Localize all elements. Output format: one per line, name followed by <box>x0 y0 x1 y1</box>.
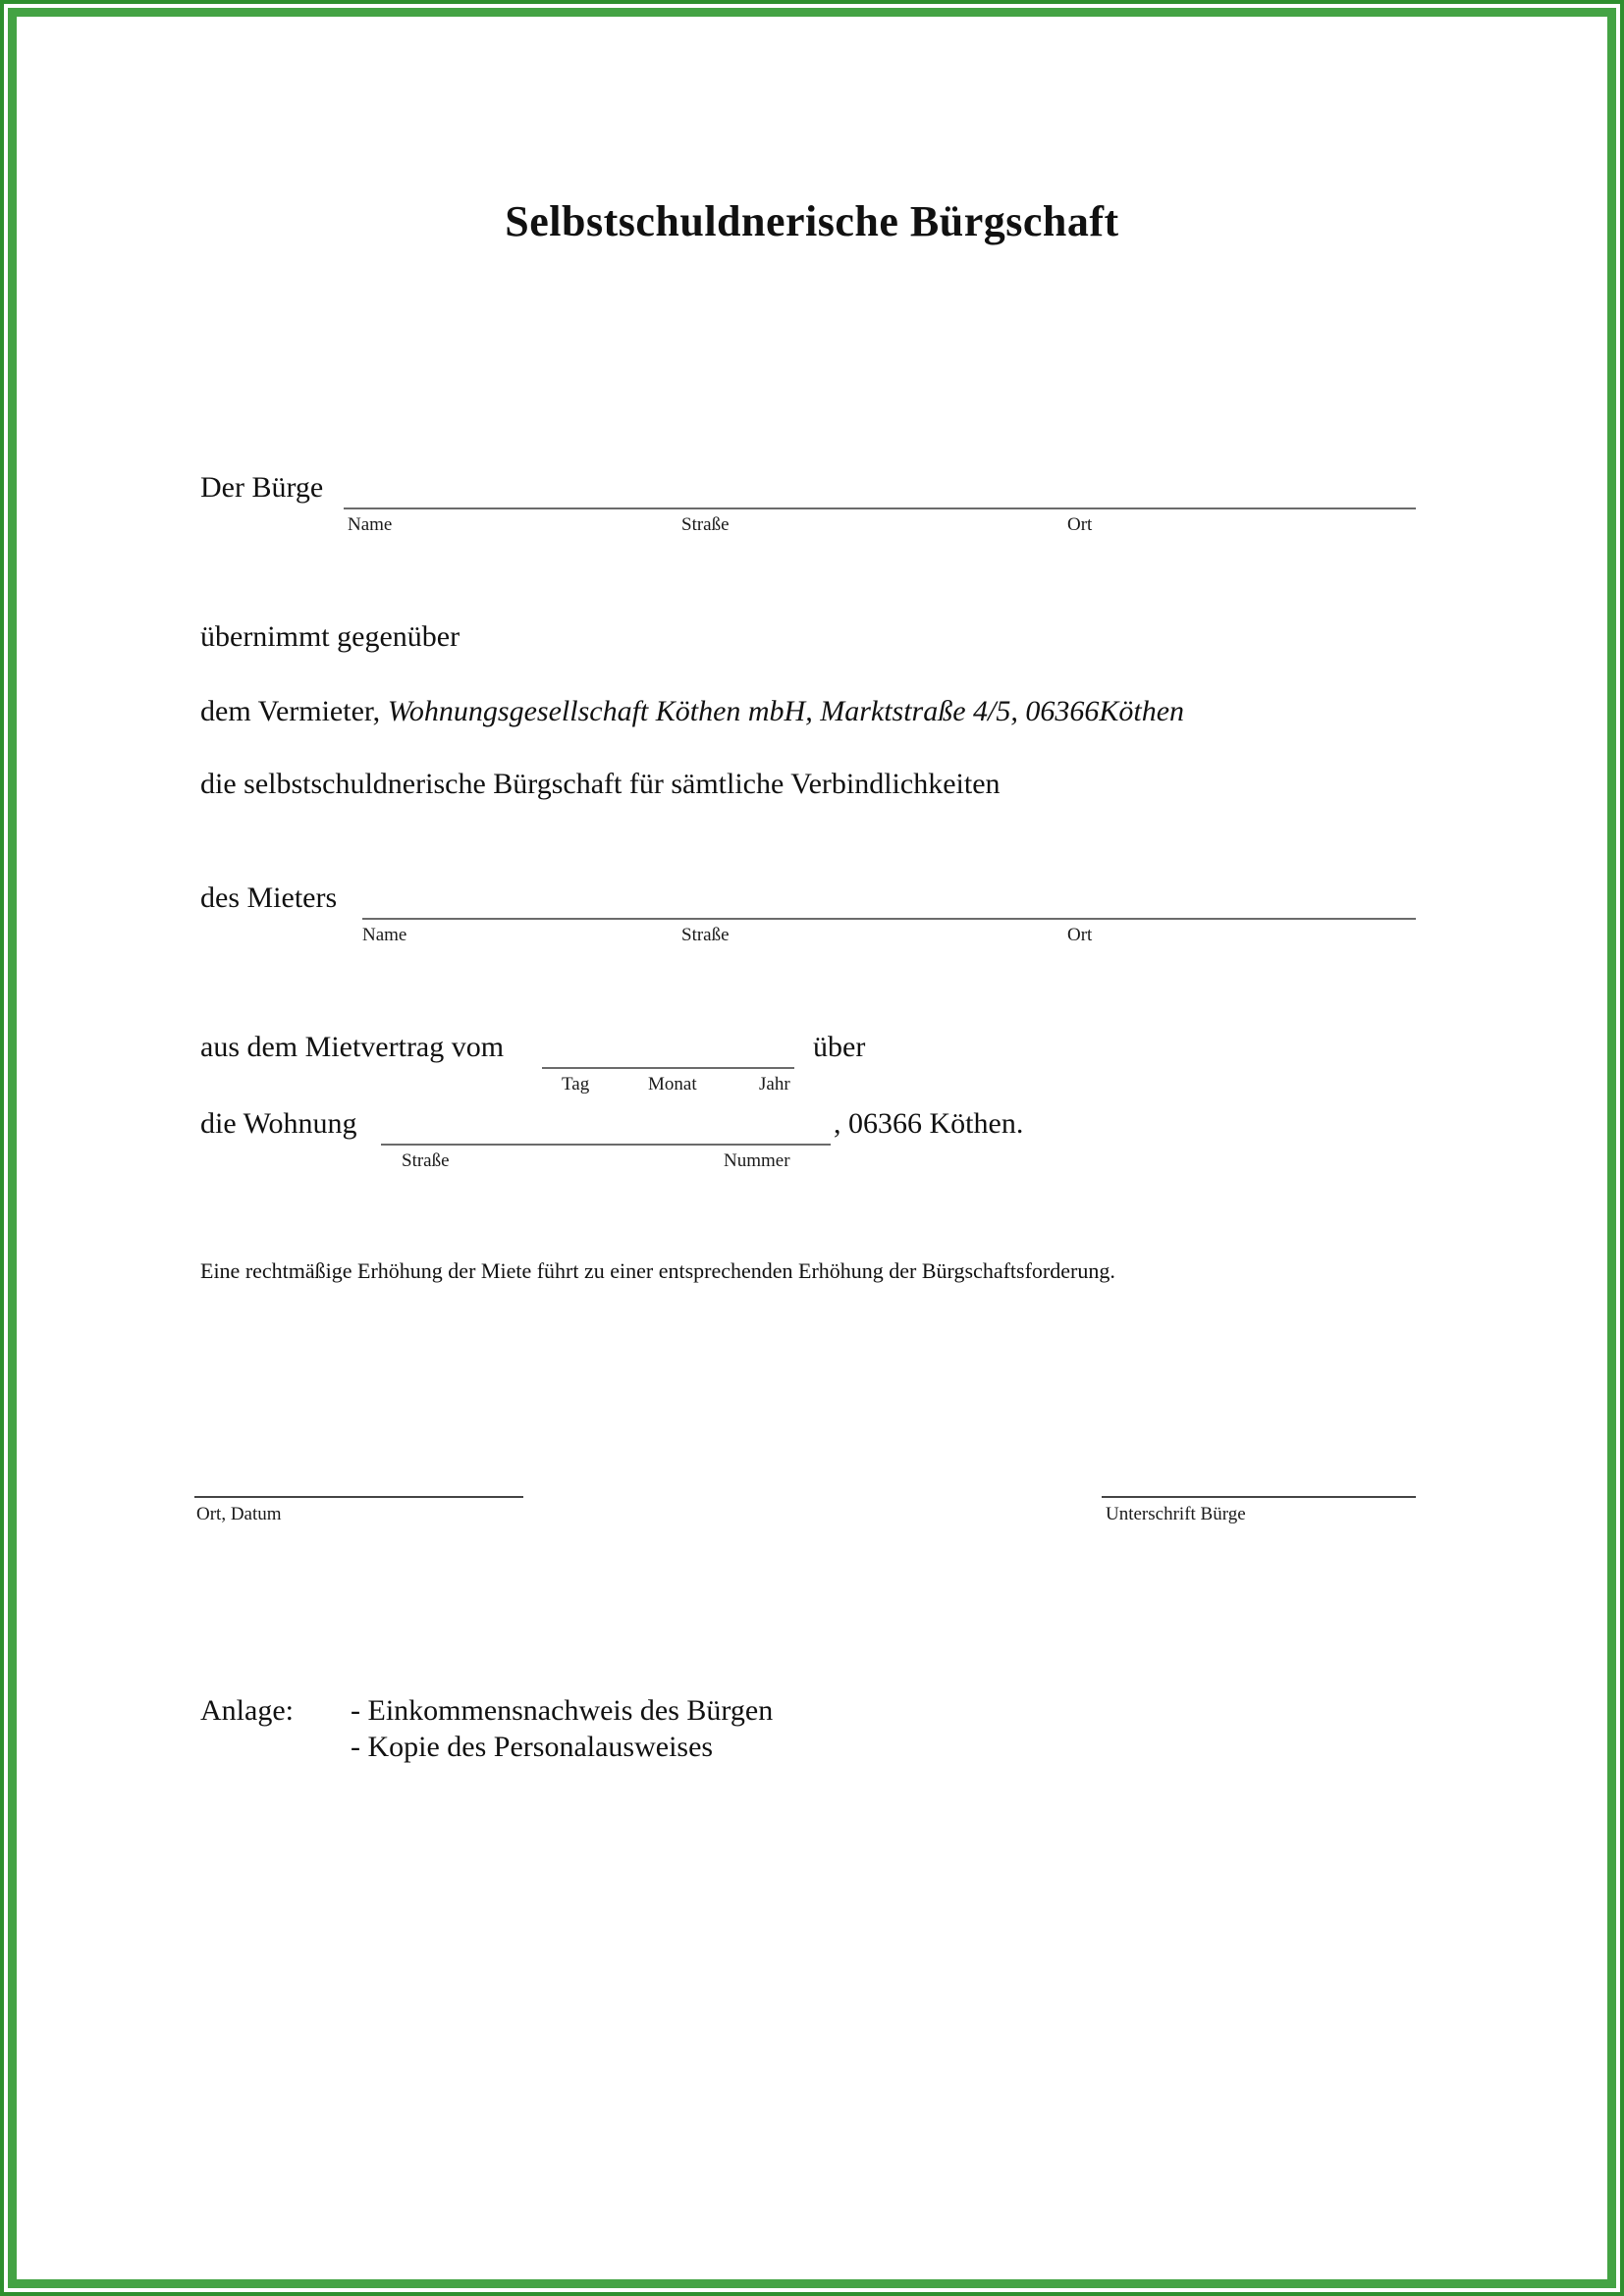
guarantor-sublabel-strasse: Straße <box>681 514 730 535</box>
document-title: Selbstschuldnerische Bürgschaft <box>505 197 1119 245</box>
apartment-blank-line <box>381 1144 831 1146</box>
attachment-item-1: - Einkommensnachweis des Bürgen <box>351 1694 774 1727</box>
body-line-2 <box>200 695 1184 728</box>
guarantor-sublabel-ort: Ort <box>1067 514 1093 535</box>
body-line-1: übernimmt gegenüber <box>200 620 460 653</box>
attachments-label: Anlage: <box>200 1694 294 1727</box>
rent-increase-note: Eine rechtmäßige Erhöhung der Miete führt zu einer entsprechenden Erhöhung der Bürgschaftsforderung. <box>200 1258 1115 1283</box>
tenant-label: des Mieters <box>200 881 338 914</box>
landlord-name-italic: Wohnungsgesellschaft Köthen mbH, Marktstraße 4/5, 06366Köthen <box>387 695 1185 727</box>
guarantor-label: Der Bürge <box>200 471 324 504</box>
apartment-sublabel-strasse: Straße <box>402 1150 450 1171</box>
signature-line-right <box>1102 1496 1416 1498</box>
apartment-suffix: , 06366 Köthen. <box>834 1107 1024 1140</box>
date-sublabel-monat: Monat <box>648 1074 697 1095</box>
apartment-sublabel-nummer: Nummer <box>724 1150 790 1171</box>
signature-label-unterschrift: Unterschrift Bürge <box>1106 1504 1246 1524</box>
contract-date-blank-line <box>542 1067 794 1069</box>
apartment-prefix: die Wohnung <box>200 1107 357 1140</box>
guarantor-sublabel-name: Name <box>348 514 393 535</box>
signature-label-ort-datum: Ort, Datum <box>196 1504 282 1524</box>
signature-line-left <box>194 1496 523 1498</box>
body-line-3: die selbstschuldnerische Bürgschaft für sämtliche Verbindlichkeiten <box>200 768 1001 800</box>
tenant-sublabel-ort: Ort <box>1067 925 1093 945</box>
date-sublabel-jahr: Jahr <box>759 1074 790 1095</box>
attachment-item-2: - Kopie des Personalausweises <box>351 1731 714 1763</box>
tenant-blank-line <box>362 918 1416 920</box>
contract-prefix: aus dem Mietvertrag vom <box>200 1031 505 1063</box>
contract-suffix: über <box>813 1031 866 1063</box>
date-sublabel-tag: Tag <box>562 1074 590 1095</box>
landlord-prefix: dem Vermieter, <box>200 695 388 727</box>
tenant-sublabel-name: Name <box>362 925 407 945</box>
guarantor-blank-line <box>344 507 1416 509</box>
tenant-sublabel-strasse: Straße <box>681 925 730 945</box>
